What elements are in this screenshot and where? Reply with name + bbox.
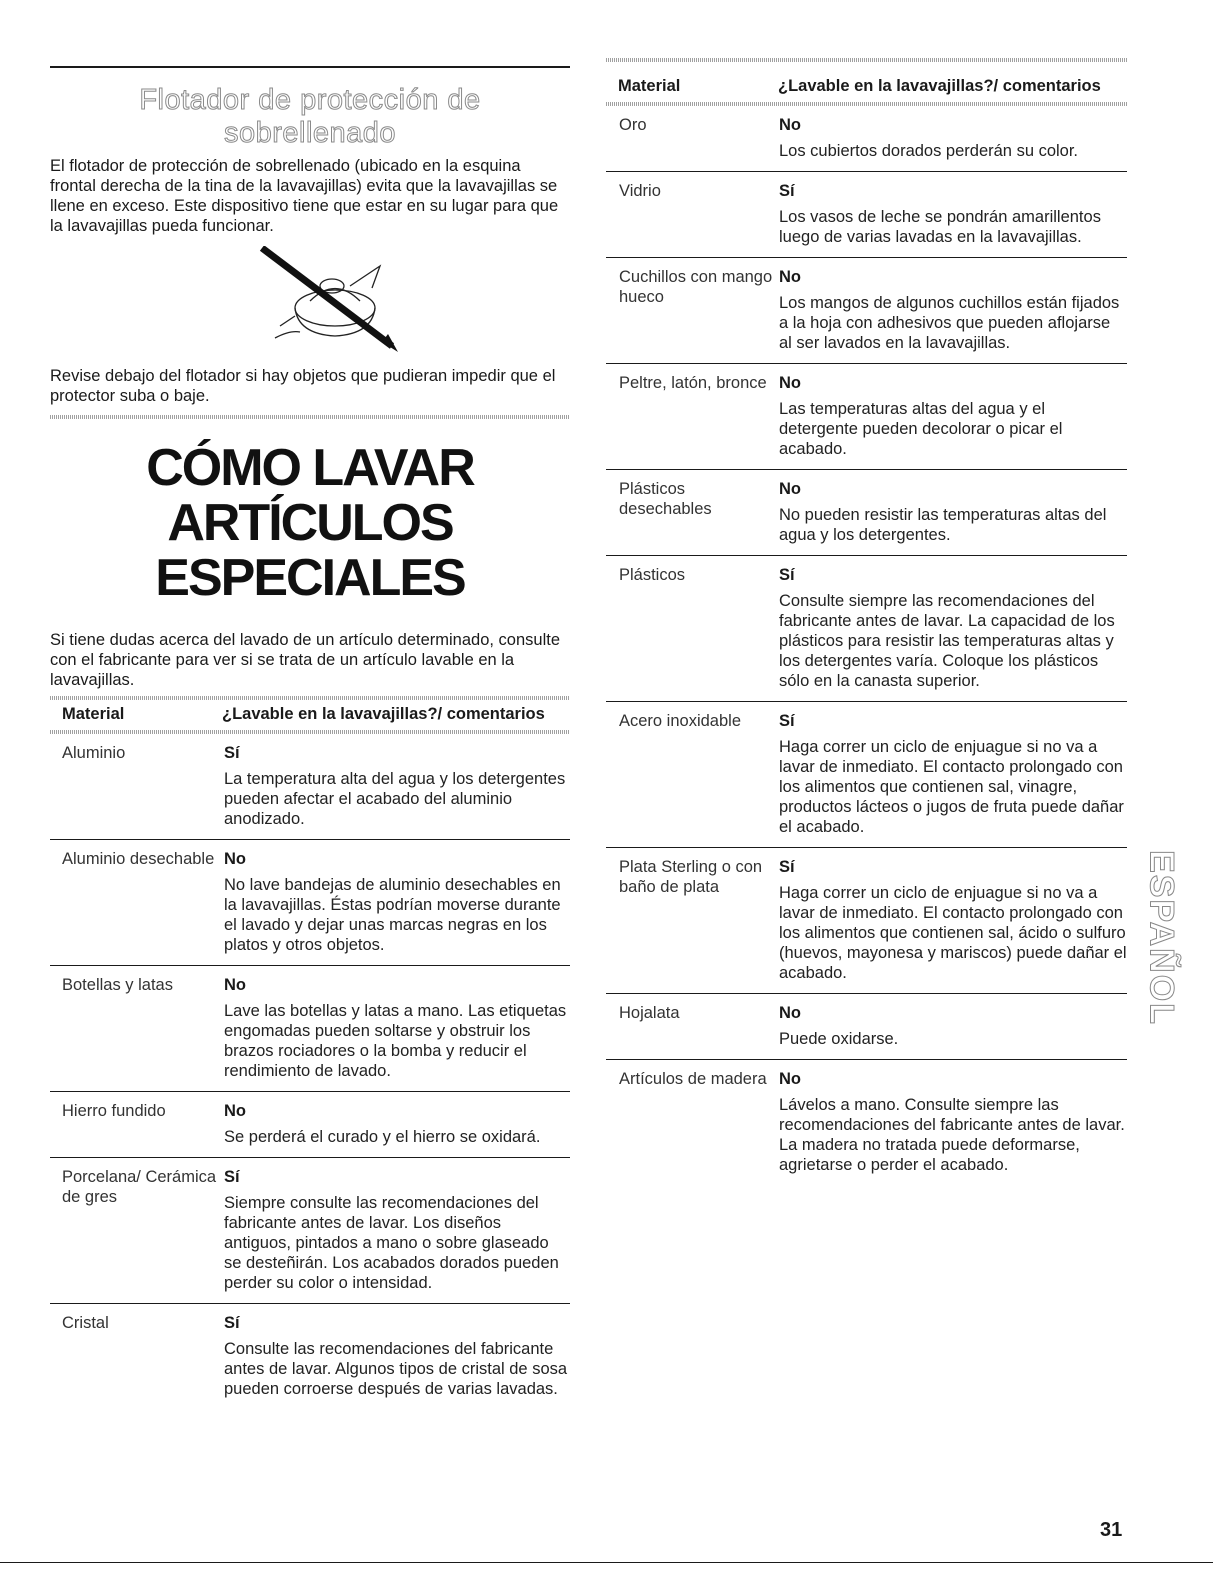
note: No pueden resistir las temperaturas altas del agua y los detergentes. bbox=[779, 506, 1107, 544]
verdict: Sí bbox=[224, 744, 240, 762]
note: Se perderá el curado y el hierro se oxidará. bbox=[224, 1128, 541, 1146]
note: Lávelos a mano. Consulte siempre las recomendaciones del fabricante antes de lavar. La madera no tratada puede deformarse, agrietarse o perder el acabado. bbox=[779, 1096, 1125, 1174]
material-info bbox=[779, 172, 1127, 258]
material-name: Peltre, latón, bronce bbox=[606, 364, 779, 470]
materials-table-right-body bbox=[606, 106, 1127, 1185]
special-title-line3: ESPECIALES bbox=[155, 549, 465, 607]
table-header-row bbox=[606, 62, 1127, 96]
material-info bbox=[779, 364, 1127, 470]
bottom-rule bbox=[0, 1562, 1213, 1563]
left-column bbox=[50, 66, 570, 1409]
verdict: Sí bbox=[779, 858, 795, 876]
table-row bbox=[606, 1060, 1127, 1186]
float-caption: Revise debajo del flotador si hay objetos que pudieran impedir que el protector suba o baje. bbox=[50, 367, 556, 405]
verdict: No bbox=[224, 1102, 246, 1120]
header-material: Material bbox=[62, 705, 125, 723]
material-info bbox=[779, 1060, 1127, 1186]
float-title-line2: sobrellenado bbox=[223, 117, 397, 149]
table-row bbox=[606, 364, 1127, 470]
note: No lave bandejas de aluminio desechables en la lavavajillas. Éstas podrían moverse durante el lavado y dejar unas marcas negras en los platos y otros objetos. bbox=[224, 876, 561, 954]
section-divider bbox=[50, 415, 570, 419]
note: La temperatura alta del agua y los detergentes pueden afectar el acabado del aluminio anodizado. bbox=[224, 770, 566, 828]
note: Los vasos de leche se pondrán amarillentos luego de varias lavadas en la lavavajillas. bbox=[779, 208, 1101, 246]
verdict: Sí bbox=[779, 182, 795, 200]
note: Los mangos de algunos cuchillos están fijados a la hoja con adhesivos que pueden aflojarse al ser lavados en la lavavajillas. bbox=[779, 294, 1120, 352]
material-info bbox=[224, 1158, 570, 1304]
float-description: El flotador de protección de sobrellenado (ubicado en la esquina frontal derecha de la tina de la lavavajillas) evita que la lavavajillas se llene en exceso. Este dispositivo tiene que estar en su lugar para que la lavavajillas pueda funcionar. bbox=[50, 157, 559, 235]
table-top-rule bbox=[606, 58, 1127, 62]
material-info bbox=[779, 556, 1127, 702]
header-comment: ¿Lavable en la lavavajillas?/ comentarios bbox=[222, 705, 545, 723]
material-name: Plásticos bbox=[606, 556, 779, 702]
material-info bbox=[779, 848, 1127, 994]
verdict: No bbox=[779, 268, 801, 286]
note: Los cubiertos dorados perderán su color. bbox=[779, 142, 1079, 160]
overfill-float-illustration bbox=[250, 246, 420, 356]
material-info bbox=[779, 470, 1127, 556]
material-name: Plásticos desechables bbox=[606, 470, 779, 556]
table-row bbox=[50, 1304, 570, 1410]
verdict: Sí bbox=[224, 1168, 240, 1186]
top-rule bbox=[50, 66, 570, 68]
material-info bbox=[779, 702, 1127, 848]
material-name: Porcelana/ Cerámica de gres bbox=[50, 1158, 224, 1304]
table-row bbox=[606, 470, 1127, 556]
material-name: Aluminio bbox=[50, 734, 224, 840]
table-row bbox=[50, 1092, 570, 1158]
language-side-tab bbox=[1141, 815, 1181, 1060]
right-column bbox=[606, 58, 1127, 1185]
table-top-rule bbox=[50, 696, 570, 700]
note: Lave las botellas y latas a mano. Las etiquetas engomadas pueden soltarse y obstruir los brazos rociadores o la bomba y reducir el rendimiento de lavado. bbox=[224, 1002, 567, 1080]
special-items-intro: Si tiene dudas acerca del lavado de un artículo determinado, consulte con el fabricante para ver si se trata de un artículo lavable en la lavavajillas. bbox=[50, 631, 560, 689]
table-row bbox=[606, 258, 1127, 364]
side-tab-label: ESPAÑOL bbox=[1142, 849, 1181, 1026]
material-name: Artículos de madera bbox=[619, 1070, 767, 1088]
material-info bbox=[779, 258, 1127, 364]
material-name: Hojalata bbox=[606, 994, 779, 1060]
material-info bbox=[224, 1092, 570, 1158]
note: Haga correr un ciclo de enjuague si no va a lavar de inmediato. El contacto prolongado con los alimentos que contienen sal, vinagre, productos lácteos o jugos de fruta puede dañar el acabado. bbox=[779, 738, 1124, 836]
special-title-line2: ARTÍCULOS bbox=[167, 494, 453, 552]
special-title-line1: CÓMO LAVAR bbox=[146, 439, 474, 497]
table-header-rule bbox=[50, 730, 570, 734]
material-info bbox=[224, 1304, 570, 1410]
float-title-line1: Flotador de protección de bbox=[139, 84, 481, 116]
material-name: Hierro fundido bbox=[50, 1092, 224, 1158]
note: Siempre consulte las recomendaciones del fabricante antes de lavar. Los diseños antiguos, pintados a mano o sobre glaseado se desteñirán. Los acabados dorados pueden perder su color o intensidad. bbox=[224, 1194, 559, 1292]
verdict: Sí bbox=[779, 566, 795, 584]
verdict: Sí bbox=[779, 712, 795, 730]
table-row bbox=[50, 734, 570, 840]
note: Consulte las recomendaciones del fabricante antes de lavar. Algunos tipos de cristal de sosa pueden corroerse después de varias lavadas. bbox=[224, 1340, 568, 1398]
table-row bbox=[50, 966, 570, 1092]
page-number: 31 bbox=[1100, 1519, 1123, 1541]
note: Consulte siempre las recomendaciones del fabricante antes de lavar. La capacidad de los plásticos para resistir las temperaturas altas y los detergentes varía. Coloque los plásticos sólo en la canasta superior. bbox=[779, 592, 1115, 690]
materials-table-left bbox=[50, 700, 570, 724]
material-info bbox=[224, 966, 570, 1092]
note: Haga correr un ciclo de enjuague si no va a lavar de inmediato. El contacto prolongado con los alimentos que contienen sal, ácido o sulfuro (huevos, mayonesa y mariscos) puede dañar el acabado. bbox=[779, 884, 1127, 982]
material-name: Acero inoxidable bbox=[606, 702, 779, 848]
table-row bbox=[606, 556, 1127, 702]
verdict: No bbox=[779, 480, 801, 498]
material-name: Oro bbox=[606, 106, 779, 172]
table-header-row bbox=[50, 700, 570, 724]
verdict: No bbox=[224, 850, 246, 868]
table-row bbox=[50, 1158, 570, 1304]
material-name: Aluminio desechable bbox=[50, 840, 224, 966]
verdict: No bbox=[224, 976, 246, 994]
table-header-rule bbox=[606, 102, 1127, 106]
material-info bbox=[779, 994, 1127, 1060]
note: Puede oxidarse. bbox=[779, 1030, 899, 1048]
float-section-title bbox=[50, 84, 570, 150]
material-info bbox=[779, 106, 1127, 172]
table-row bbox=[606, 106, 1127, 172]
table-row bbox=[606, 848, 1127, 994]
materials-table-left-body bbox=[50, 734, 570, 1409]
header-comment: ¿Lavable en la lavavajillas?/ comentarios bbox=[778, 77, 1101, 95]
material-info bbox=[224, 840, 570, 966]
verdict: No bbox=[779, 1070, 801, 1088]
verdict: No bbox=[779, 1004, 801, 1022]
special-items-title bbox=[50, 441, 570, 606]
table-row bbox=[606, 702, 1127, 848]
material-name: Vidrio bbox=[606, 172, 779, 258]
verdict: No bbox=[779, 116, 801, 134]
material-name: Botellas y latas bbox=[50, 966, 224, 1092]
header-material: Material bbox=[618, 77, 681, 95]
table-row bbox=[606, 994, 1127, 1060]
material-name: Cristal bbox=[62, 1314, 109, 1332]
note: Las temperaturas altas del agua y el detergente pueden decolorar o picar el acabado. bbox=[779, 400, 1063, 458]
verdict: Sí bbox=[224, 1314, 240, 1332]
table-row bbox=[50, 840, 570, 966]
verdict: No bbox=[779, 374, 801, 392]
material-name: Plata Sterling o con baño de plata bbox=[606, 848, 779, 994]
materials-table-right-header bbox=[606, 62, 1127, 96]
table-row bbox=[606, 172, 1127, 258]
material-info bbox=[224, 734, 570, 840]
material-name: Cuchillos con mango hueco bbox=[606, 258, 779, 364]
